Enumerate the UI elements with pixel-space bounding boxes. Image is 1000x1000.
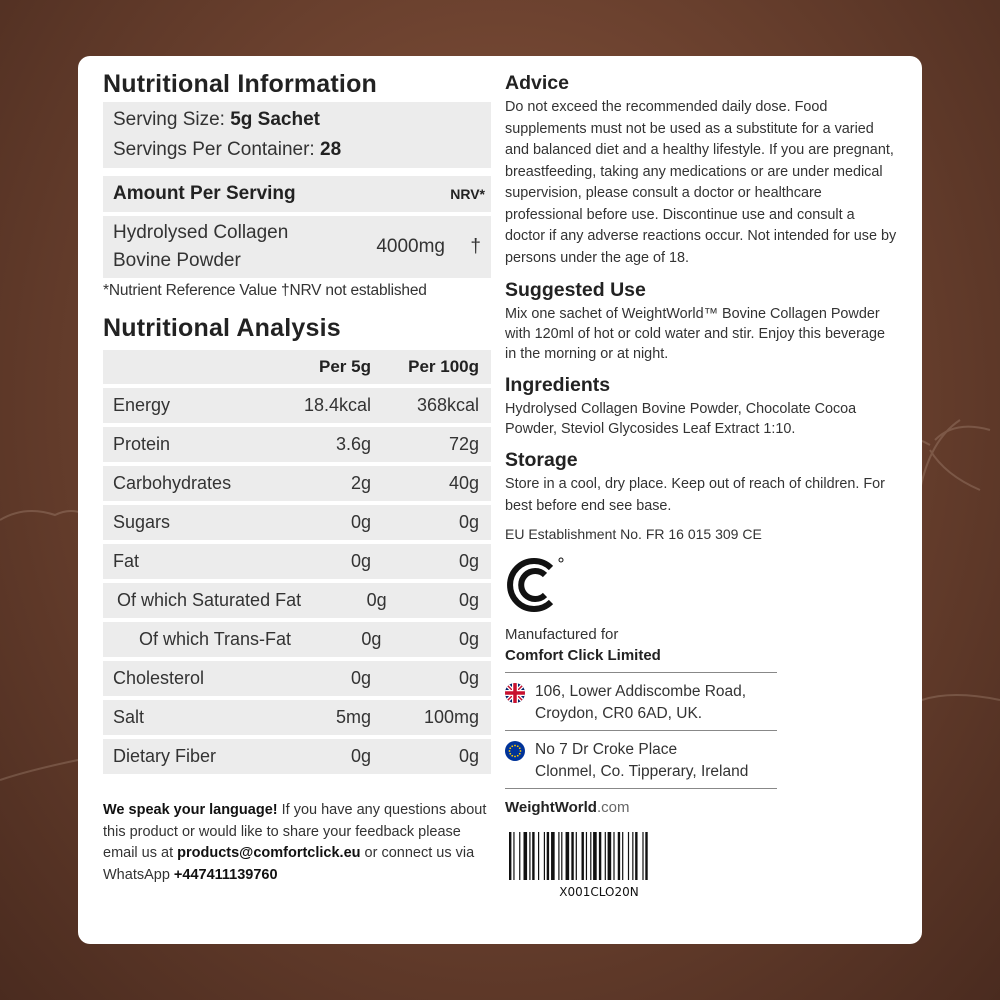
barcode-bar — [632, 832, 633, 880]
ingredients-title: Ingredients — [505, 374, 611, 396]
barcode-bar — [608, 832, 612, 880]
row-label: Dietary Fiber — [113, 746, 217, 766]
row-per100: 0g — [458, 590, 479, 610]
suggested-use-section — [505, 277, 897, 364]
barcode-number: X001CLO20N — [559, 885, 639, 899]
serving-size-label: Serving Size: — [113, 109, 225, 130]
ie-address-text — [535, 739, 748, 782]
barcode-bar — [590, 832, 591, 880]
barcode-bar — [558, 832, 559, 880]
analysis-header-per100: Per 100g — [408, 357, 479, 376]
barcode-bar — [613, 832, 614, 880]
nrv-header: NRV* — [450, 186, 485, 202]
barcode-bar — [593, 832, 597, 880]
ie-address — [505, 730, 777, 789]
row-per5: 2g — [350, 473, 371, 493]
table-row — [103, 622, 491, 657]
table-row — [103, 700, 491, 735]
row-label: Cholesterol — [113, 668, 205, 688]
ingredients-text: Hydrolysed Collagen Bovine Powder, Chocolate Cocoa Powder, Steviol Glycosides Leaf Extract 1:10. — [505, 401, 857, 437]
barcode-bar — [618, 832, 620, 880]
whatsapp-number: +447411139760 — [173, 866, 278, 883]
barcode-bar — [645, 832, 647, 880]
uk-address-line1: 106, Lower Addiscombe Road, — [535, 683, 747, 700]
analysis-header-per5: Per 5g — [319, 357, 371, 376]
uk-address-text — [535, 681, 746, 724]
table-row — [103, 505, 491, 540]
table-row — [103, 388, 491, 423]
label-card — [78, 56, 922, 944]
suggested-use-text: Mix one sachet of WeightWorld™ Bovine Collagen Powder with 120ml of hot or cold water and stir. Enjoy this beverage in the morning or at night. — [505, 306, 885, 362]
collagen-amount: 4000mg — [376, 236, 445, 257]
table-row — [103, 466, 491, 501]
table-row — [103, 427, 491, 462]
right-column — [505, 70, 897, 899]
brand-domain: .com — [596, 799, 630, 816]
barcode-bar — [582, 832, 584, 880]
suggested-use-title: Suggested Use — [505, 279, 646, 301]
row-label: Salt — [113, 707, 145, 727]
collagen-name-line2: Bovine Powder — [113, 250, 241, 271]
collagen-nrv: † — [470, 236, 481, 257]
serving-size-line — [113, 105, 481, 135]
table-row — [103, 661, 491, 696]
collagen-name — [113, 219, 333, 275]
barcode-bar — [551, 832, 555, 880]
amount-per-serving-header — [103, 176, 491, 212]
table-row — [103, 739, 491, 774]
barcode-bar — [576, 832, 577, 880]
row-per100: 0g — [458, 551, 479, 571]
row-per5: 0g — [366, 590, 387, 610]
table-row — [103, 544, 491, 579]
language-note-text1: If you have any questions about this product or would like to share your feedback please email us at — [103, 802, 487, 862]
row-per5: 0g — [350, 551, 371, 571]
storage-text: Store in a cool, dry place. Keep out of reach of children. For best before end see base. — [505, 476, 885, 514]
amount-per-serving-label: Amount Per Serving — [113, 183, 296, 204]
serving-box — [103, 102, 491, 168]
barcode-bar — [513, 832, 514, 880]
barcode-bar — [538, 832, 539, 880]
barcode-bar — [605, 832, 606, 880]
row-label: Fat — [113, 551, 140, 571]
row-per5: 5mg — [335, 707, 371, 727]
manufacturer-block — [505, 624, 897, 666]
barcode-bar — [599, 832, 601, 880]
eu-establishment: EU Establishment No. FR 16 015 309 CE — [505, 526, 762, 542]
row-label: Carbohydrates — [113, 473, 232, 493]
row-label: Protein — [113, 434, 171, 454]
row-per5: 0g — [350, 512, 371, 532]
row-per100: 72g — [448, 434, 479, 454]
nrv-footnote: *Nutrient Reference Value †NRV not established — [103, 282, 427, 299]
uk-address — [505, 672, 777, 730]
language-note — [103, 800, 491, 886]
comfort-click-logo — [505, 554, 567, 616]
uk-flag-icon — [505, 683, 525, 703]
barcode-bar — [529, 832, 530, 880]
row-per100: 100mg — [423, 707, 479, 727]
barcode-bar — [571, 832, 573, 880]
row-per5: 0g — [350, 746, 371, 766]
barcode-bar — [586, 832, 587, 880]
advice-title: Advice — [505, 72, 569, 94]
barcode-bar — [547, 832, 549, 880]
manufacturer-name: Comfort Click Limited — [505, 647, 661, 664]
row-label: Energy — [113, 395, 171, 415]
barcode-bar — [561, 832, 562, 880]
row-label: Sugars — [113, 512, 171, 532]
servings-per-container-line — [113, 135, 481, 165]
servings-value: 28 — [320, 139, 342, 160]
row-per5: 18.4kcal — [303, 395, 371, 415]
left-column — [103, 68, 491, 886]
row-per100: 40g — [448, 473, 479, 493]
row-per5: 0g — [350, 668, 371, 688]
barcode-bar — [524, 832, 528, 880]
advice-text: Do not exceed the recommended daily dose. Food supplements must not be used as a substitute for a varied and balanced diet and a healthy lifestyle. If you are pregnant, breastfeeding, taking any medications or are under medical supervision, please consult a doctor or healthcare professional before use. Discontinue use and consult a doctor if any adverse reactions occur. Not intended for use by persons under the age of 18. — [505, 99, 897, 266]
analysis-header-row — [103, 350, 491, 384]
barcode-bars — [505, 830, 689, 882]
barcode-bar — [509, 832, 511, 880]
ingredients-section — [505, 372, 897, 439]
language-note-text2: or connect us via WhatsApp — [103, 845, 475, 883]
row-per100: 0g — [458, 668, 479, 688]
collagen-name-line1: Hydrolysed Collagen — [113, 222, 289, 243]
storage-section — [505, 447, 897, 517]
collagen-row — [103, 216, 491, 278]
nutritional-information-title: Nutritional Information — [103, 70, 378, 98]
barcode-bar — [635, 832, 637, 880]
uk-address-line2: Croydon, CR0 6AD, UK. — [535, 704, 703, 722]
barcode-bar — [642, 832, 643, 880]
row-per5: 3.6g — [335, 434, 371, 454]
eu-flag-icon — [505, 741, 525, 761]
row-per100: 0g — [458, 629, 479, 649]
nutritional-analysis-title: Nutritional Analysis — [103, 314, 341, 342]
barcode-bar — [628, 832, 629, 880]
contact-email: products@comfortclick.eu — [177, 845, 361, 862]
barcode — [505, 830, 897, 899]
ie-address-line1: No 7 Dr Croke Place — [535, 741, 678, 758]
language-note-heading: We speak your language! — [103, 802, 278, 818]
ie-address-line2: Clonmel, Co. Tipperary, Ireland — [535, 762, 749, 780]
table-row — [103, 583, 491, 618]
barcode-bar — [544, 832, 545, 880]
barcode-bar — [622, 832, 623, 880]
brand-website — [505, 799, 897, 816]
row-per5: 0g — [361, 629, 382, 649]
manufactured-for-label: Manufactured for — [505, 626, 619, 643]
servings-label: Servings Per Container: — [113, 139, 315, 160]
brand-name: WeightWorld — [505, 799, 597, 816]
storage-title: Storage — [505, 449, 578, 471]
row-label: Of which Trans-Fat — [139, 629, 292, 649]
barcode-bar — [532, 832, 534, 880]
barcode-bar — [519, 832, 520, 880]
row-per100: 0g — [458, 746, 479, 766]
row-per100: 0g — [458, 512, 479, 532]
row-label: Of which Saturated Fat — [117, 590, 302, 610]
row-per100: 368kcal — [416, 395, 479, 415]
barcode-bar — [566, 832, 570, 880]
serving-size-value: 5g Sachet — [230, 109, 320, 130]
